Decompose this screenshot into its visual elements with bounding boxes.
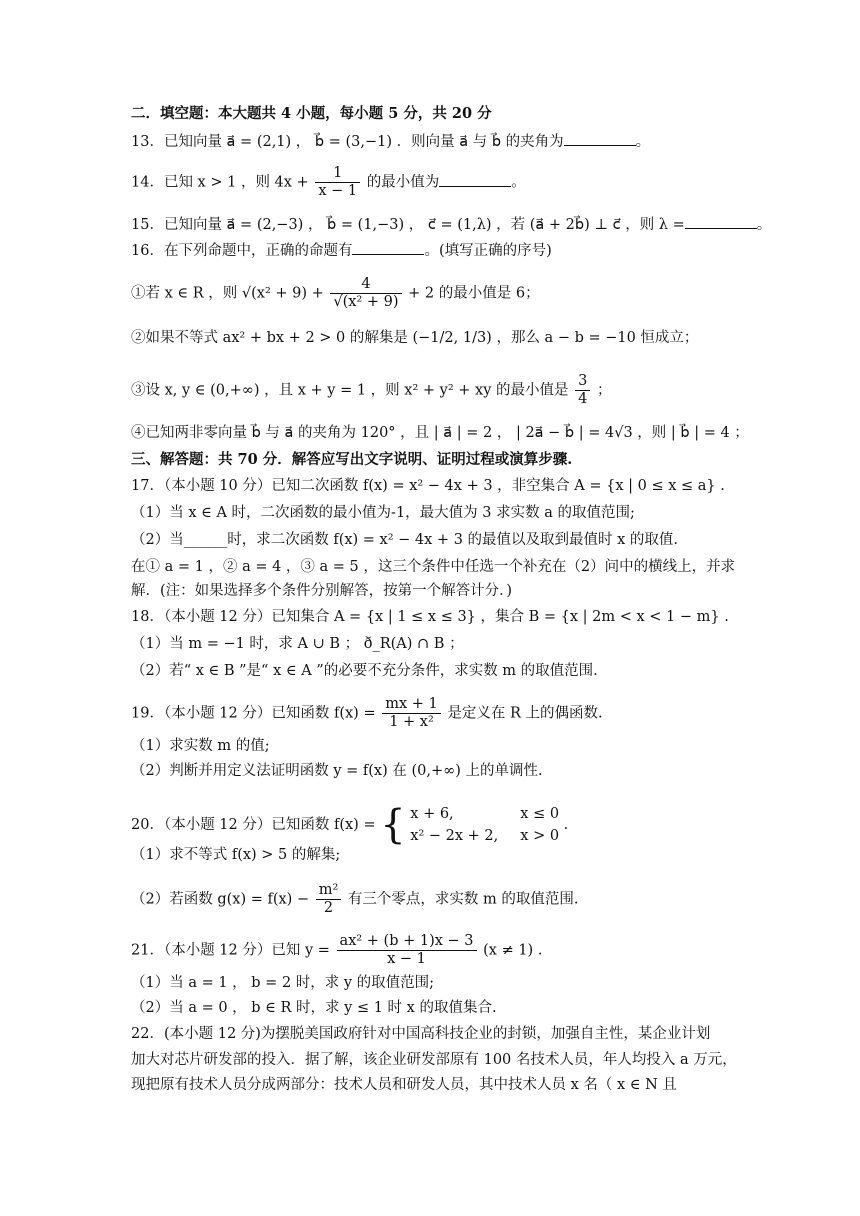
option-2-post: ，那么 a − b = −10 恒成立； bbox=[496, 330, 699, 346]
option-1-pre: ①若 x ∈ R ，则 √(x² + 9) + bbox=[131, 285, 324, 302]
question-17-note-cont: 解．(注：如果选择多个条件分别解答，按第一个解答计分．) bbox=[131, 583, 513, 599]
question-18-part-2: （2）若“ x ∈ B ”是“ x ∈ A ”的必要不充分条件，求实数 m 的取值范围. bbox=[131, 663, 598, 679]
question-16-tail: 。(填写正确的序号) bbox=[424, 243, 552, 259]
question-15-tail: 。 bbox=[756, 217, 772, 233]
question-17-stem: 17．（本小题 10 分）已知二次函数 f(x) = x² − 4x + 3 ，非空集合 A = {x | 0 ≤ x ≤ a} . bbox=[131, 478, 725, 494]
question-20-part-2-pre: （2）若函数 g(x) = f(x) − bbox=[131, 891, 310, 908]
section-answer-header: 三、解答题：共 70 分．解答应写出文字说明、证明过程或演算步骤. bbox=[131, 451, 573, 468]
question-21-stem bbox=[131, 933, 831, 968]
question-19-part-2: （2）判断并用定义法证明函数 y = f(x) 在 (0,+∞) 上的单调性. bbox=[131, 763, 543, 779]
case-2-condition: x > 0 bbox=[520, 828, 560, 844]
question-21-part-1: （1）当 a = 1 ， b = 2 时，求 y 的取值范围; bbox=[131, 975, 435, 991]
question-20-part-2-post: 有三个零点，求实数 m 的取值范围. bbox=[347, 891, 579, 908]
section-fill-in-header: 二．填空题：本大题共 4 小题，每小题 5 分，共 20 分 bbox=[131, 105, 492, 122]
fraction-denominator: x − 1 bbox=[318, 183, 358, 199]
fraction-denominator: 1 + x² bbox=[389, 714, 434, 730]
answer-blank bbox=[685, 214, 757, 229]
fraction bbox=[575, 373, 590, 408]
fraction bbox=[316, 882, 342, 917]
fraction-numerator: ax² + (b + 1)x − 3 bbox=[337, 933, 477, 951]
answer-blank bbox=[564, 131, 636, 146]
question-19-pre: 19．（本小题 12 分）已知函数 f(x) = bbox=[131, 705, 376, 722]
question-22-line-3: 现把原有技术人员分成两部分：技术人员和研发人员，其中技术人员 x 名（ x ∈ N 且 bbox=[131, 1077, 677, 1093]
option-2-interval: (−1/2, 1/3) bbox=[412, 330, 492, 346]
option-1-post: + 2 的最小值是 6； bbox=[408, 285, 540, 302]
option-2-pre: ②如果不等式 ax² + bx + 2 > 0 的解集是 bbox=[131, 330, 408, 346]
piecewise-cases bbox=[410, 803, 559, 847]
question-16 bbox=[131, 240, 831, 261]
option-3 bbox=[131, 373, 831, 408]
answer-blank bbox=[439, 172, 511, 187]
case-2-expression: x² − 2x + 2, bbox=[410, 828, 499, 844]
question-19-stem bbox=[131, 696, 831, 731]
question-22-line-1: 22．(本小题 12 分)为摆脱美国政府针对中国高科技企业的封锁，加强自主性，某企业计划 bbox=[131, 1026, 711, 1042]
question-20-stem bbox=[131, 803, 831, 847]
question-18-stem: 18．（本小题 12 分）已知集合 A = {x | 1 ≤ x ≤ 3} ，集合 B = {x | 2m < x < 1 − m} . bbox=[131, 609, 729, 625]
option-1 bbox=[131, 276, 831, 311]
question-16-text: 16．在下列命题中，正确的命题有 bbox=[131, 243, 353, 259]
left-brace: { bbox=[380, 802, 406, 848]
fraction-numerator: 1 bbox=[315, 165, 360, 183]
answer-blank bbox=[352, 240, 424, 255]
question-21-post: (x ≠ 1) . bbox=[483, 942, 543, 959]
fraction-denominator: 2 bbox=[323, 900, 334, 916]
question-17-part-1: （1）当 x ∈ A 时，二次函数的最小值为-1，最大值为 3 求实数 a 的取值范围; bbox=[131, 505, 635, 521]
option-2 bbox=[131, 328, 831, 348]
case-1-condition: x ≤ 0 bbox=[520, 806, 560, 822]
question-14 bbox=[131, 165, 831, 200]
question-14-pre: 14．已知 x > 1 ，则 4x + bbox=[131, 174, 309, 191]
question-18-part-1: （1）当 m = −1 时，求 A ∪ B ； ð_R(A) ∩ B ； bbox=[131, 636, 464, 652]
question-20-pre: 20．（本小题 12 分）已知函数 f(x) = bbox=[131, 817, 376, 833]
fraction-numerator: 3 bbox=[575, 373, 590, 391]
fraction-numerator: m² bbox=[316, 882, 342, 900]
fraction bbox=[337, 933, 477, 968]
question-14-tail: 。 bbox=[511, 174, 526, 191]
question-21-pre: 21．（本小题 12 分）已知 y = bbox=[131, 942, 330, 959]
question-22-line-2: 加大对芯片研发部的投入．据了解，该企业研发部原有 100 名技术人员，年人均投入 a 万元， bbox=[131, 1052, 737, 1068]
question-19-post: 是定义在 R 上的偶函数. bbox=[447, 705, 603, 722]
fraction-numerator: mx + 1 bbox=[382, 696, 441, 714]
question-17-note: 在① a = 1 ，② a = 4 ，③ a = 5 ，这三个条件中任选一个补充在（2）问中的横线上，并求 bbox=[131, 559, 736, 575]
question-19-part-1: （1）求实数 m 的值; bbox=[131, 738, 270, 754]
fraction-numerator: 4 bbox=[330, 276, 401, 294]
option-3-post: ； bbox=[596, 382, 612, 399]
option-3-pre: ③设 x, y ∈ (0,+∞) ，且 x + y = 1 ，则 x² + y² + xy 的最小值是 bbox=[131, 382, 569, 399]
question-17-part-2: （2）当______时，求二次函数 f(x) = x² − 4x + 3 的最值以及取到最值时 x 的取值. bbox=[131, 532, 679, 548]
fraction-denominator: √(x² + 9) bbox=[333, 294, 399, 310]
case-1-expression: x + 6, bbox=[410, 806, 454, 822]
question-20-part-2 bbox=[131, 882, 831, 917]
question-15-text: 15．已知向量 a⃗ = (2,−3) ， b⃗ = (1,−3) ， c⃗ = (1,λ) ，若 (a⃗ + 2b⃗) ⊥ c⃗ ，则 λ = bbox=[131, 217, 685, 233]
question-20-post: . bbox=[563, 817, 569, 833]
fraction bbox=[382, 696, 441, 731]
fraction-denominator: 4 bbox=[578, 391, 588, 407]
question-13-tail: 。 bbox=[635, 134, 651, 150]
option-4: ④已知两非零向量 b⃗ 与 a⃗ 的夹角为 120° ，且 | a⃗ | = 2 ， | 2a⃗ − b⃗ | = 4√3 ，则 | b⃗ | = 4 ； bbox=[131, 425, 749, 441]
question-14-post: 的最小值为 bbox=[366, 174, 440, 191]
fraction bbox=[330, 276, 401, 311]
question-13 bbox=[131, 131, 831, 152]
fraction-denominator: x − 1 bbox=[387, 951, 426, 967]
question-21-part-2: （2）当 a = 0 ， b ∈ R 时，求 y ≤ 1 时 x 的取值集合. bbox=[131, 1000, 497, 1016]
question-20-part-1: （1）求不等式 f(x) > 5 的解集; bbox=[131, 847, 341, 863]
question-13-text: 13．已知向量 a⃗ = (2,1) ， b⃗ = (3,−1) ．则向量 a⃗ 与 b⃗ 的夹角为 bbox=[131, 134, 564, 150]
fraction bbox=[315, 165, 360, 200]
question-15 bbox=[131, 214, 831, 235]
